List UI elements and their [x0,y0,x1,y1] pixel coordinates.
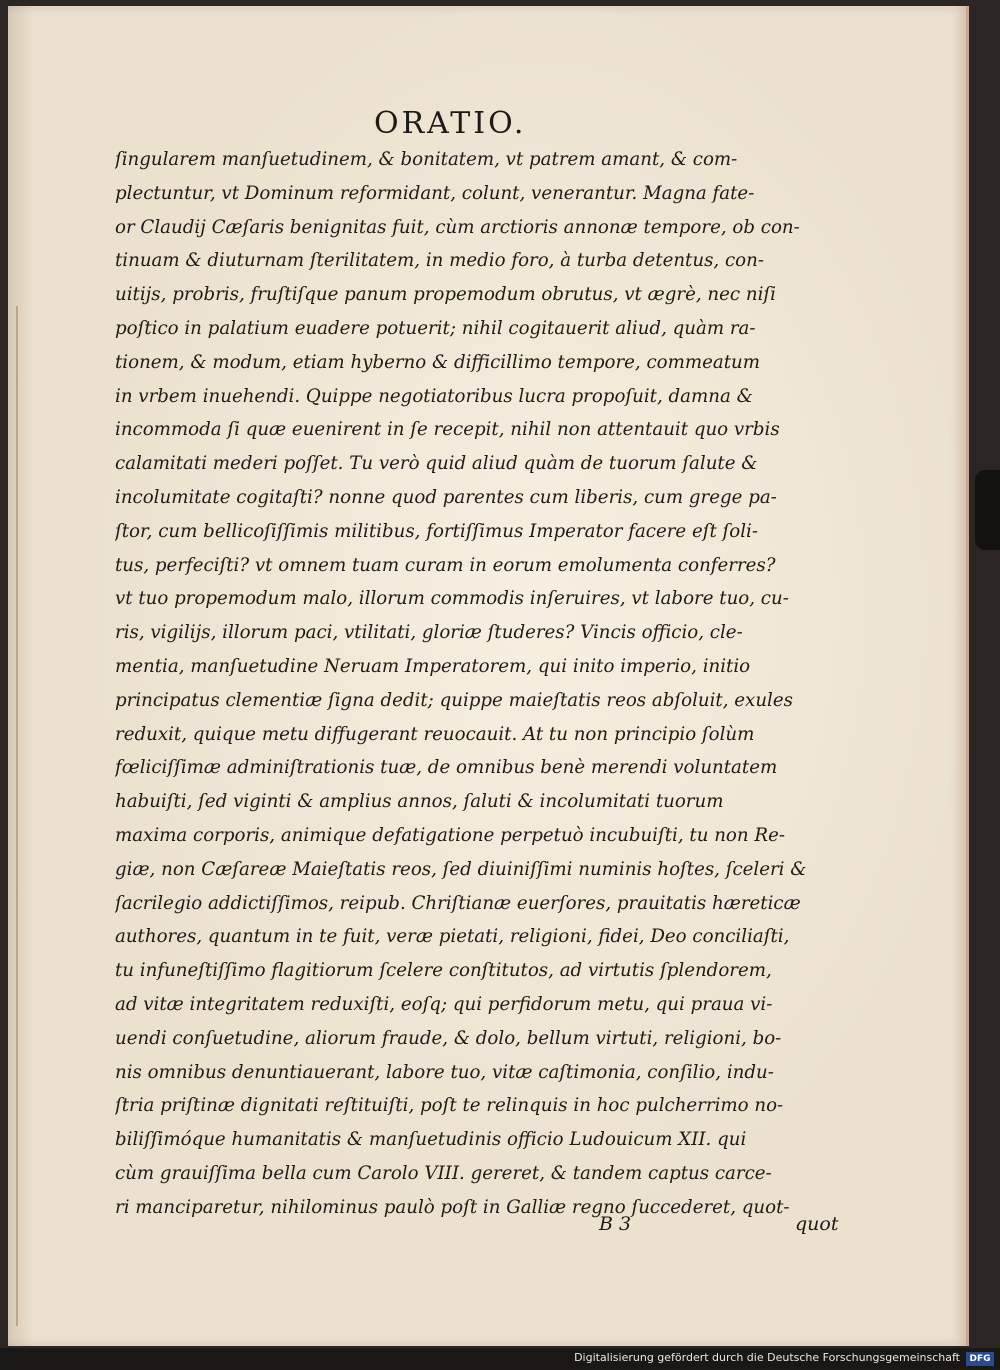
text-line: ſtria priſtinæ dignitati reſtituiſti, poſt te relinquis in hoc pulcherrimo no- [115,1095,784,1117]
text-line: uendi conſuetudine, aliorum fraude, & dolo, bellum virtuti, religioni, bo- [115,1027,782,1049]
signature-mark: B 3 [599,1213,632,1235]
text-line: incommoda ſi quæ euenirent in ſe recepit, nihil non attentauit quo vrbis [115,419,780,441]
text-line: nis omnibus denuntiauerant, labore tuo, vitæ caſtimonia, conſilio, indu- [115,1061,774,1083]
text-line: ad vitæ integritatem reduxiſti, eoſq; qui perfidorum metu, qui praua vi- [115,993,773,1015]
text-line: vt tuo propemodum malo, illorum commodis inſeruires, vt labore tuo, cu- [115,588,789,610]
text-line: uitijs, probris, fruſtiſque panum propemodum obrutus, vt ægrè, nec niſi [115,284,776,306]
text-line: cùm grauiſſima bella cum Carolo VIII. gereret, & tandem captus carce- [115,1162,772,1184]
text-line: poſtico in palatium euadere potuerit; nihil cogitauerit aliud, quàm ra- [115,317,756,339]
text-line: maxima corporis, animique defatigatione perpetuò incubuiſti, tu non Re- [115,824,785,846]
footer-credit: Digitalisierung gefördert durch die Deutsche Forschungsgemeinschaft [574,1351,960,1364]
text-line: ris, vigilijs, illorum paci, vtilitati, gloriæ ſtuderes? Vincis officio, cle- [115,622,743,644]
catchword: quot [795,1213,839,1235]
text-line: tu infuneſtiſſimo flagitiorum ſcelere conſtitutos, ad virtutis ſplendorem, [115,960,772,982]
text-line: in vrbem inuehendi. Quippe negotiatoribus lucra propoſuit, damna & [115,385,753,407]
dfg-logo[interactable]: DFG [966,1352,994,1366]
text-line: mentia, manſuetudine Neruam Imperatorem, qui inito imperio, initio [115,655,751,677]
footer-bar [0,1348,1000,1370]
text-line: or Claudij Cæſaris benignitas fuit, cùm arctioris annonæ tempore, ob con- [115,216,800,238]
text-line: principatus clementiæ ſigna dedit; quippe maieſtatis reos abſoluit, exules [115,689,793,711]
body-text [115,143,850,1225]
text-line: tinuam & diuturnam ſterilitatem, in medio foro, à turba detentus, con- [115,250,764,272]
text-line: habuiſti, ſed viginti & amplius annos, ſaluti & incolumitati tuorum [115,791,724,813]
text-line: tionem, & modum, etiam hyberno & difficillimo tempore, commeatum [115,351,760,373]
text-line: giæ, non Cæſareæ Maieſtatis reos, ſed diuiniſſimi numinis hoſtes, ſceleri & [115,858,807,880]
text-line: ſtor, cum bellicoſiſſimis militibus, fortiſſimus Imperator facere eſt ſoli- [115,520,759,542]
running-header: ORATIO. [374,106,527,141]
text-line: incolumitate cogitaſti? nonne quod parentes cum liberis, cum grege pa- [115,486,777,508]
text-line: reduxit, quique metu diffugerant reuocauit. At tu non principio ſolùm [115,723,755,745]
text-line: plectuntur, vt Dominum reformidant, colunt, venerantur. Magna fate- [115,182,755,204]
text-line: fœliciſſimæ adminiſtrationis tuæ, de omnibus benè merendi voluntatem [115,757,778,779]
text-line: ri manciparetur, nihilominus paulò poſt in Galliæ regno ſuccederet, quot- [115,1196,790,1218]
text-line: ſacrilegio addictiſſimos, reipub. Chriſtianæ euerſores, prauitatis hæreticæ [115,892,801,914]
page-turn-tab[interactable] [975,470,1000,550]
text-line: tus, perfeciſti? vt omnem tuam curam in eorum emolumenta conferres? [115,554,776,576]
text-line: biliſſimóque humanitatis & manſuetudinis officio Ludouicum XII. qui [115,1129,747,1151]
page-gutter [16,306,18,1326]
text-line: ſingularem manſuetudinem, & bonitatem, vt patrem amant, & com- [115,149,738,170]
text-line: authores, quantum in te fuit, veræ pietati, religioni, fidei, Deo conciliaſti, [115,926,790,948]
text-line: calamitati mederi poſſet. Tu verò quid aliud quàm de tuorum ſalute & [115,453,758,475]
